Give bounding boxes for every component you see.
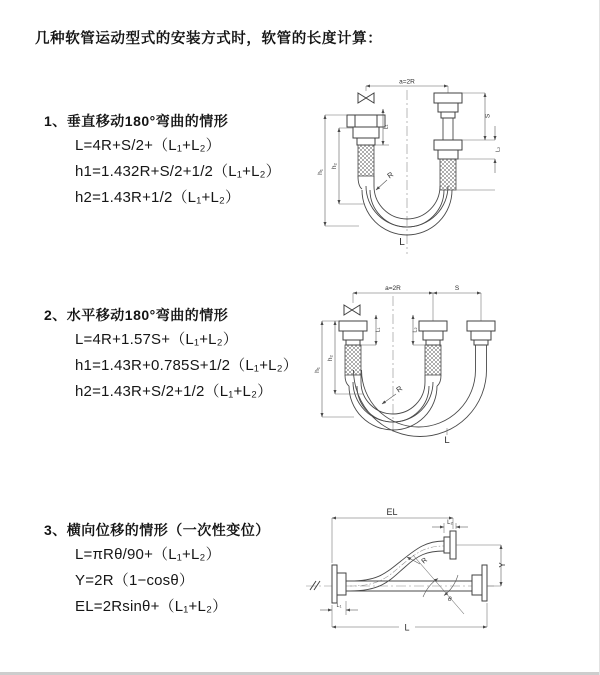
diagram-vertical-180-bend bbox=[303, 76, 595, 260]
centerline-break-mark bbox=[310, 581, 320, 590]
valve-icon bbox=[344, 305, 360, 315]
section-1-formula-h2: h2=1.43R+1/2（L₁+L₂） bbox=[75, 189, 241, 206]
dim-label-s: S bbox=[454, 285, 460, 292]
dim-l bbox=[332, 603, 487, 633]
dim-label-l2: L₂ bbox=[447, 520, 453, 526]
dim-label-a2r: a=2R bbox=[385, 285, 401, 292]
braided-hose-section bbox=[345, 345, 361, 375]
dim-label-a2r: a=2R bbox=[399, 78, 415, 86]
radius-label: R bbox=[385, 169, 396, 181]
right-fitting bbox=[434, 93, 462, 190]
section-2-formula-l: L=4R+1.57S+（L₁+L₂） bbox=[75, 331, 238, 348]
valve-icon bbox=[358, 93, 374, 103]
dim-l1 bbox=[320, 601, 358, 615]
left-fitting bbox=[347, 115, 385, 189]
dim-label-l1: L₁ bbox=[375, 327, 382, 333]
radius-label: R bbox=[420, 556, 429, 566]
dim-label-h1: h₁ bbox=[317, 169, 324, 175]
section-3-formula-l: L=πRθ/90+（L₁+L₂） bbox=[75, 546, 221, 563]
length-label: L bbox=[444, 435, 450, 446]
dim-label-l1: L₁ bbox=[336, 603, 342, 609]
section-2-formula-h2: h2=1.43R+S/2+1/2（L₁+L₂） bbox=[75, 383, 273, 400]
section-3-heading: 3、横向位移的情形（一次性变位） bbox=[44, 522, 270, 538]
section-3-formula-el: EL=2Rsinθ+（L₁+L₂） bbox=[75, 598, 228, 615]
section-2-heading: 2、水平移动180°弯曲的情形 bbox=[44, 307, 229, 323]
dim-label-el: EL bbox=[386, 507, 398, 517]
left-flange bbox=[332, 565, 346, 603]
braided-hose-section bbox=[440, 159, 456, 190]
section-2 bbox=[44, 306, 298, 405]
upper-right-flange bbox=[444, 531, 456, 559]
dim-l2 bbox=[456, 126, 502, 190]
dim-label-h2: h₂ bbox=[331, 162, 338, 170]
dim-label-l1: L₁ bbox=[383, 124, 390, 130]
dim-el bbox=[332, 507, 453, 563]
radius-construction-line bbox=[413, 555, 464, 614]
dim-label-l: L bbox=[404, 622, 410, 633]
diagram-lateral-displacement bbox=[298, 503, 600, 651]
hose-u-bend-moved bbox=[354, 370, 487, 437]
section-2-formula-h1: h1=1.43R+0.785S+1/2（L₁+L₂） bbox=[75, 357, 298, 374]
dim-a2r bbox=[353, 285, 481, 321]
page-title: 几种软管运动型式的安装方式时，软管的长度计算： bbox=[35, 31, 383, 47]
right-fitting bbox=[467, 321, 495, 370]
dim-s bbox=[462, 93, 495, 140]
dim-label-y: Y bbox=[498, 562, 507, 568]
radius-callout bbox=[376, 170, 396, 190]
angle-label: θ bbox=[448, 596, 452, 603]
braided-hose-section bbox=[358, 145, 374, 176]
radius-label: R bbox=[394, 383, 405, 395]
angle-theta bbox=[423, 575, 458, 603]
hose-displaced-position bbox=[350, 541, 444, 591]
middle-fitting bbox=[419, 321, 447, 386]
section-1-formula-h1: h1=1.432R+S/2+1/2（L₁+L₂） bbox=[75, 163, 281, 180]
section-1 bbox=[44, 112, 281, 211]
dim-label-s: S bbox=[484, 113, 492, 119]
dim-label-h1: h₁ bbox=[314, 367, 321, 373]
dim-label-h2: h₂ bbox=[327, 354, 334, 362]
section-3 bbox=[44, 521, 270, 620]
dim-label-l2: L₂ bbox=[412, 327, 419, 333]
left-fitting bbox=[339, 321, 367, 386]
diagram-horizontal-180-bend bbox=[308, 282, 595, 450]
section-1-heading: 1、垂直移动180°弯曲的情形 bbox=[44, 113, 229, 129]
dim-s bbox=[433, 285, 481, 293]
section-1-formula-l: L=4R+S/2+（L₁+L₂） bbox=[75, 137, 221, 154]
length-label: L bbox=[399, 237, 405, 248]
dim-label-l2: L₂ bbox=[495, 146, 502, 153]
right-flange bbox=[472, 565, 487, 601]
section-3-formula-y: Y=2R（1−cosθ） bbox=[75, 572, 195, 589]
braided-hose-section bbox=[425, 345, 441, 375]
